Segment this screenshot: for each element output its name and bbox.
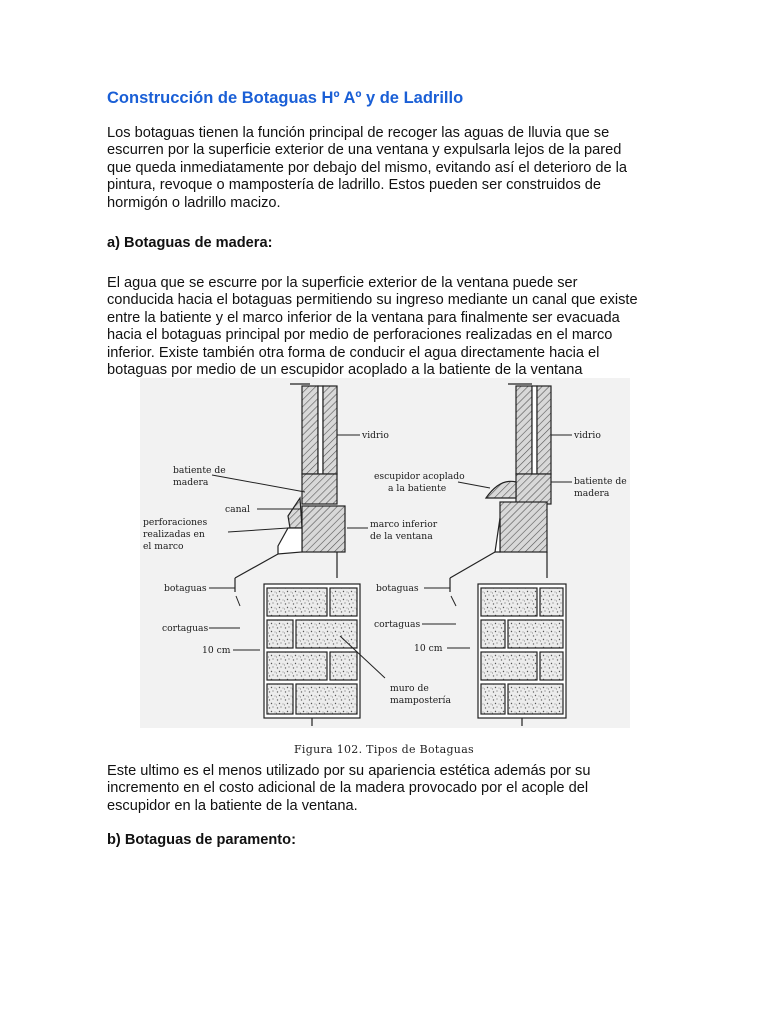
sill: [278, 528, 302, 554]
window-frame: [516, 386, 532, 474]
text-line: inferior. Existe también otra forma de conducir el agua directamente hacia el: [107, 344, 600, 361]
label-dim: 10 cm: [414, 643, 443, 654]
brick: [508, 620, 563, 648]
botaguas-slope: [450, 552, 495, 578]
glass: [532, 386, 537, 474]
batiente: [302, 474, 337, 504]
brick: [267, 588, 327, 616]
label-perforaciones: el marco: [143, 541, 184, 552]
label-canal: canal: [225, 504, 250, 515]
label-marco: de la ventana: [370, 531, 433, 542]
text-line: Este ultimo es el menos utilizado por su apariencia estética además por su: [107, 763, 591, 779]
label-cortaguas: cortaguas: [162, 623, 209, 634]
label-batiente: madera: [173, 477, 209, 488]
brick: [508, 684, 563, 714]
brick: [267, 684, 293, 714]
label-batiente: batiente de: [574, 476, 627, 487]
label-marco: marco inferior: [370, 519, 438, 530]
label-muro: mampostería: [390, 695, 451, 706]
brick: [481, 620, 505, 648]
label-batiente: batiente de: [173, 465, 226, 476]
brick: [481, 652, 537, 680]
text-line: incremento en el costo adicional de la madera provocado por el acople del: [107, 780, 589, 797]
label-vidrio: vidrio: [574, 430, 601, 441]
brick: [267, 652, 327, 680]
batiente: [516, 474, 551, 504]
marco-inferior: [500, 502, 547, 552]
text-line: conducida hacia el botaguas permitiendo su ingreso mediante un canal que existe: [107, 292, 638, 309]
window-frame: [323, 386, 337, 474]
window-frame: [537, 386, 551, 474]
marco-inferior: [302, 506, 345, 552]
label-escupidor: escupidor acoplado: [374, 471, 465, 482]
brick: [330, 588, 357, 616]
label-cortaguas: cortaguas: [374, 619, 421, 630]
brick: [481, 684, 505, 714]
botaguas-diagram: [140, 378, 630, 728]
escupidor: [486, 481, 516, 498]
brick: [540, 588, 563, 616]
label-muro: muro de: [390, 683, 429, 694]
botaguas-figure: [140, 378, 630, 728]
page-title: Construcción de Botaguas Hº Aº y de Ladrillo: [107, 89, 464, 107]
text-line: entre la batiente y el marco inferior de la ventana para finalmente ser evacuada: [107, 309, 620, 326]
botaguas-slope: [235, 554, 278, 578]
canal: [288, 498, 302, 528]
label-dim: 10 cm: [202, 645, 231, 656]
section-b-heading: b) Botaguas de paramento:: [107, 832, 296, 848]
brick: [267, 620, 293, 648]
glass: [318, 386, 323, 474]
label-vidrio: vidrio: [362, 430, 389, 441]
text-line: escurren por la superficie exterior de una ventana y expulsarla lejos de la pared: [107, 142, 622, 159]
intro-paragraph: [107, 125, 667, 212]
window-frame: [302, 386, 318, 474]
figure-caption: Figura 102. Tipos de Botaguas: [294, 743, 474, 756]
text-line: El agua que se escurre por la superficie exterior de la ventana puede ser: [107, 275, 578, 291]
right-detail: [450, 384, 566, 726]
text-line: botaguas por medio de un escupidor acoplado a la batiente de la ventana: [107, 362, 583, 379]
label-perforaciones: realizadas en: [143, 529, 205, 540]
brick: [296, 684, 357, 714]
section-a-paragraph: [107, 275, 667, 379]
label-botaguas: botaguas: [164, 583, 207, 594]
label-perforaciones: perforaciones: [143, 517, 208, 528]
text-line: escupidor en la batiente de la ventana.: [107, 797, 358, 814]
text-line: hacia el botaguas principal por medio de perforaciones realizadas en el marco: [107, 327, 613, 344]
brick: [330, 652, 357, 680]
text-line: Los botaguas tienen la función principal de recoger las aguas de lluvia que se: [107, 125, 610, 141]
brick: [540, 652, 563, 680]
label-escupidor: a la batiente: [388, 483, 447, 494]
after-figure-paragraph: [107, 763, 667, 815]
label-batiente: madera: [574, 488, 610, 499]
text-line: que queda inmediatamente por debajo del mismo, evitando así el deterioro de la: [107, 159, 628, 176]
label-botaguas: botaguas: [376, 583, 419, 594]
text-line: hormigón o ladrillo macizo.: [107, 194, 281, 211]
brick: [481, 588, 537, 616]
section-a-heading: a) Botaguas de madera:: [107, 235, 273, 251]
sill: [495, 518, 500, 552]
text-line: pintura, revoque o mampostería de ladrillo. Estos pueden ser construidos de: [107, 177, 602, 194]
